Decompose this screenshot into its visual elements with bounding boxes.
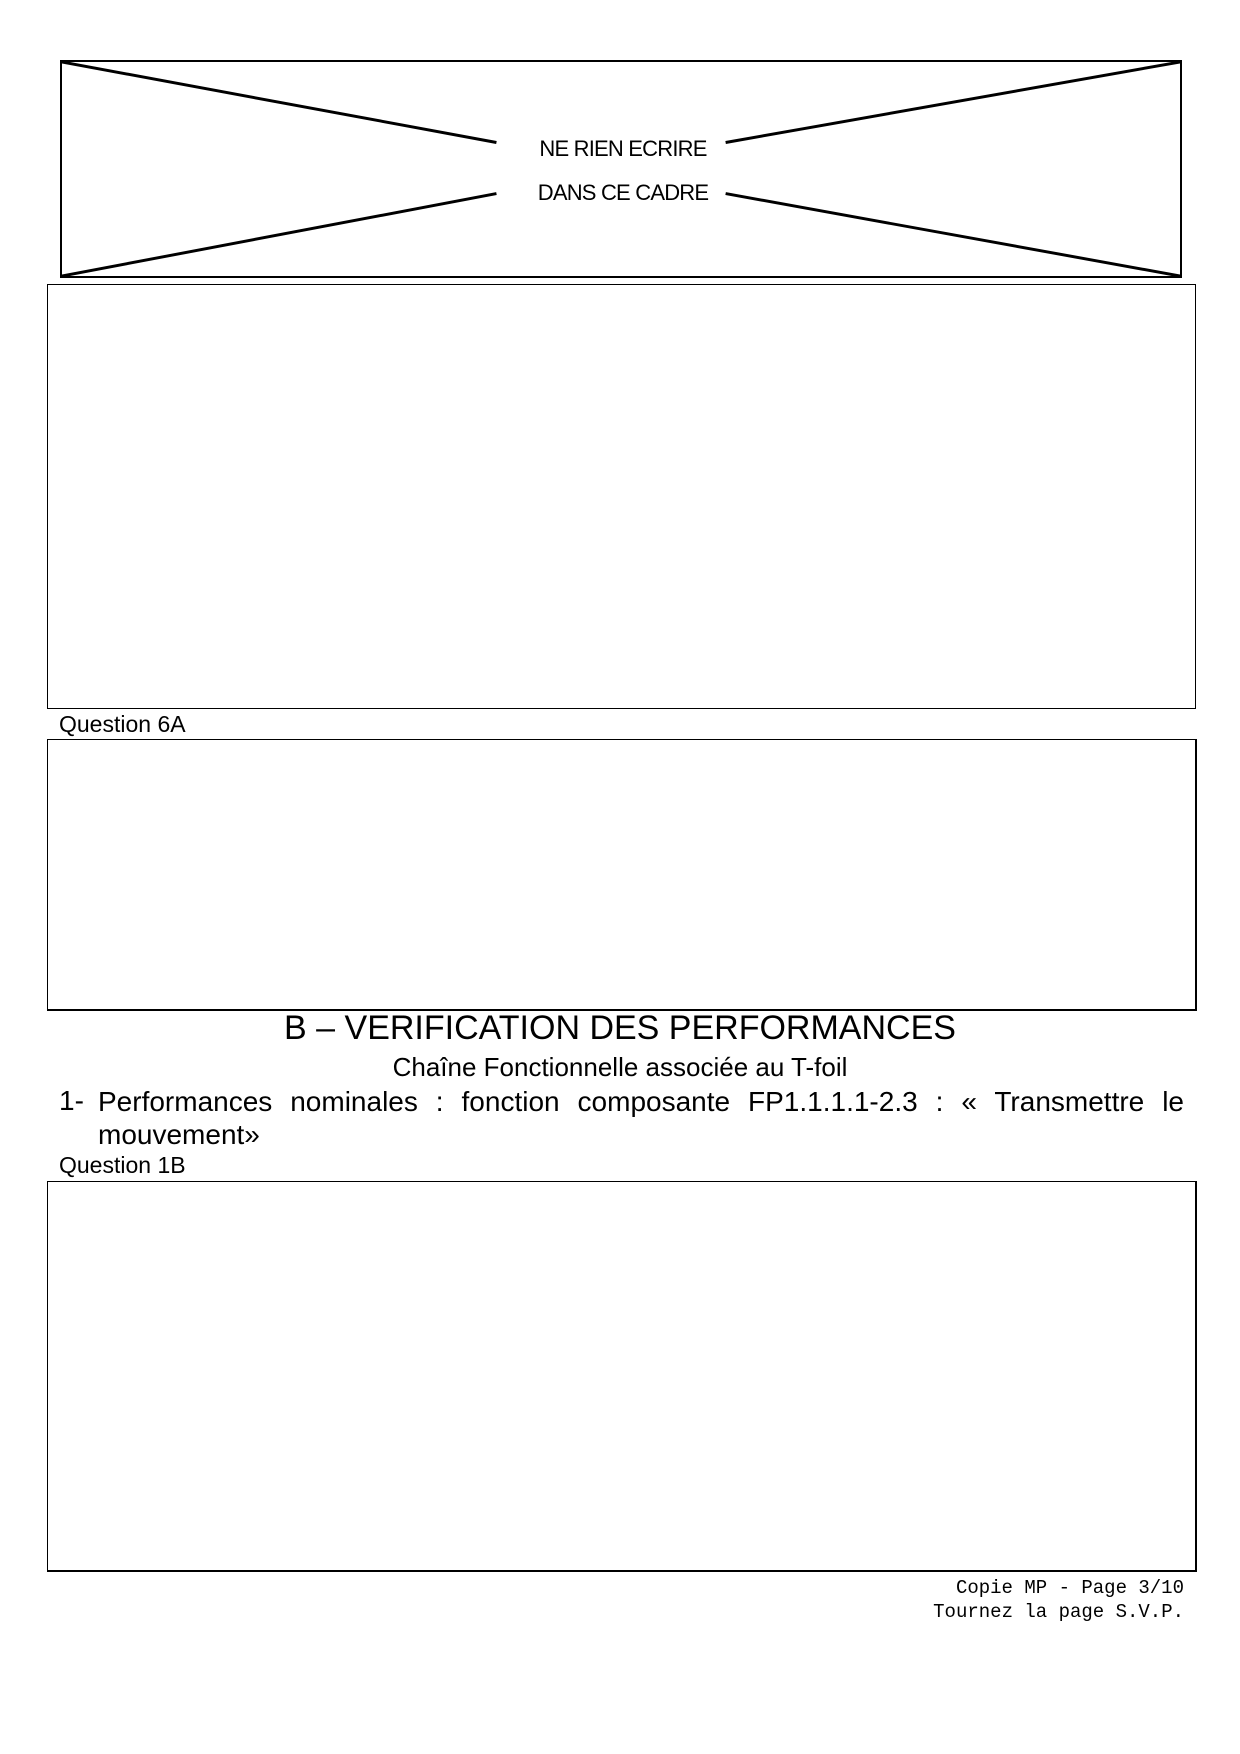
section-title: B – VERIFICATION DES PERFORMANCES — [284, 1009, 956, 1047]
do-not-write-frame — [60, 60, 1182, 278]
section-subtitle: Chaîne Fonctionnelle associée au T-foil — [392, 1052, 848, 1082]
footer-turn-page: Tournez la page S.V.P. — [933, 1601, 1184, 1623]
answer-box-question-6a[interactable] — [47, 739, 1197, 1011]
footer-page-number: Copie MP - Page 3/10 — [955, 1577, 1184, 1599]
item-text-line1: Performances nominales : fonction composante FP1.1.1.1-2.3 : « Transmettre le — [98, 1086, 1184, 1117]
item-text-line2: mouvement» — [98, 1119, 260, 1150]
question-1b-label: Question 1B — [59, 1152, 186, 1178]
question-6a-label: Question 6A — [59, 711, 186, 737]
cross-lines-graphic — [62, 62, 1180, 276]
answer-box-question-1b[interactable] — [47, 1181, 1197, 1572]
answer-box-previous[interactable] — [47, 284, 1196, 709]
do-not-write-line1: NE RIEN ECRIRE — [539, 136, 707, 161]
do-not-write-line2: DANS CE CADRE — [537, 180, 709, 205]
item-number: 1- — [59, 1085, 84, 1116]
